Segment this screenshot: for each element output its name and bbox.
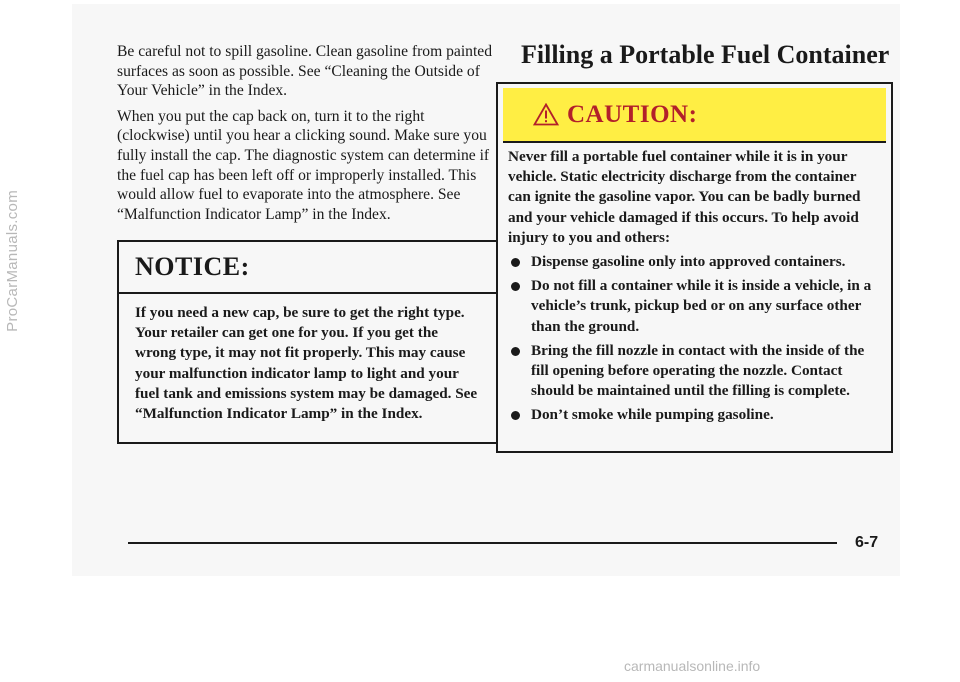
list-item-text: Don’t smoke while pumping gasoline. bbox=[531, 406, 774, 424]
caution-intro: Never fill a portable fuel container while it is in your vehicle. Static electricity discharge from the container can ignite the gasoline vapor. You can be badly burned and your vehicle damaged if this occurs. To help avoid injury to you and others: bbox=[508, 148, 861, 246]
notice-title: NOTICE: bbox=[119, 242, 498, 294]
list-item bbox=[508, 276, 880, 337]
paragraph-spill-warning: Be careful not to spill gasoline. Clean gasoline from painted surfaces as soon as possible. See “Cleaning the Outside of Your Vehicle” in the Index. bbox=[117, 43, 493, 100]
paragraph-cap-install: When you put the cap back on, turn it to the right (clockwise) until you hear a clicking sound. Make sure you fully install the cap. The diagnostic system can determine if the fuel cap has been left off or improperly installed. This would allow fuel to evaporate into the atmosphere. See “Malfunction Indicator Lamp” in the Index. bbox=[117, 107, 490, 223]
bullet-icon bbox=[511, 411, 520, 420]
list-item bbox=[508, 405, 880, 425]
list-item-text: Do not fill a container while it is inside a vehicle, in a vehicle’s trunk, pickup bed or on any surface other than the ground. bbox=[531, 277, 872, 335]
notice-body: If you need a new cap, be sure to get the right type. Your retailer can get one for you. If you get the wrong type, it may not fit properly. This may cause your malfunction indicator lamp to light and your fuel tank and emissions system may be damaged. See “Malfunction Indicator Lamp” in the Index. bbox=[135, 304, 478, 423]
caution-header bbox=[503, 88, 886, 143]
notice-box bbox=[117, 240, 500, 444]
side-watermark: ProCarManuals.com bbox=[4, 190, 21, 332]
bullet-icon bbox=[511, 282, 520, 291]
caution-bullet-list bbox=[508, 252, 880, 426]
bullet-icon bbox=[511, 258, 520, 267]
page-number: 6-7 bbox=[855, 534, 879, 551]
bottom-watermark: carmanualsonline.info bbox=[624, 658, 761, 674]
list-item-text: Bring the fill nozzle in contact with the inside of the fill opening before operating the nozzle. Contact should be maintained until the filling is complete. bbox=[531, 341, 865, 400]
list-item bbox=[508, 252, 880, 272]
footer-rule bbox=[128, 542, 837, 544]
list-item bbox=[508, 341, 880, 402]
bullet-icon bbox=[511, 347, 520, 356]
caution-box bbox=[496, 82, 893, 453]
left-column bbox=[117, 42, 495, 230]
section-heading: Filling a Portable Fuel Container bbox=[521, 40, 890, 69]
warning-triangle-icon bbox=[533, 103, 559, 126]
caution-title: CAUTION: bbox=[567, 100, 698, 128]
list-item-text: Dispense gasoline only into approved containers. bbox=[531, 253, 846, 271]
caution-body bbox=[508, 147, 880, 430]
